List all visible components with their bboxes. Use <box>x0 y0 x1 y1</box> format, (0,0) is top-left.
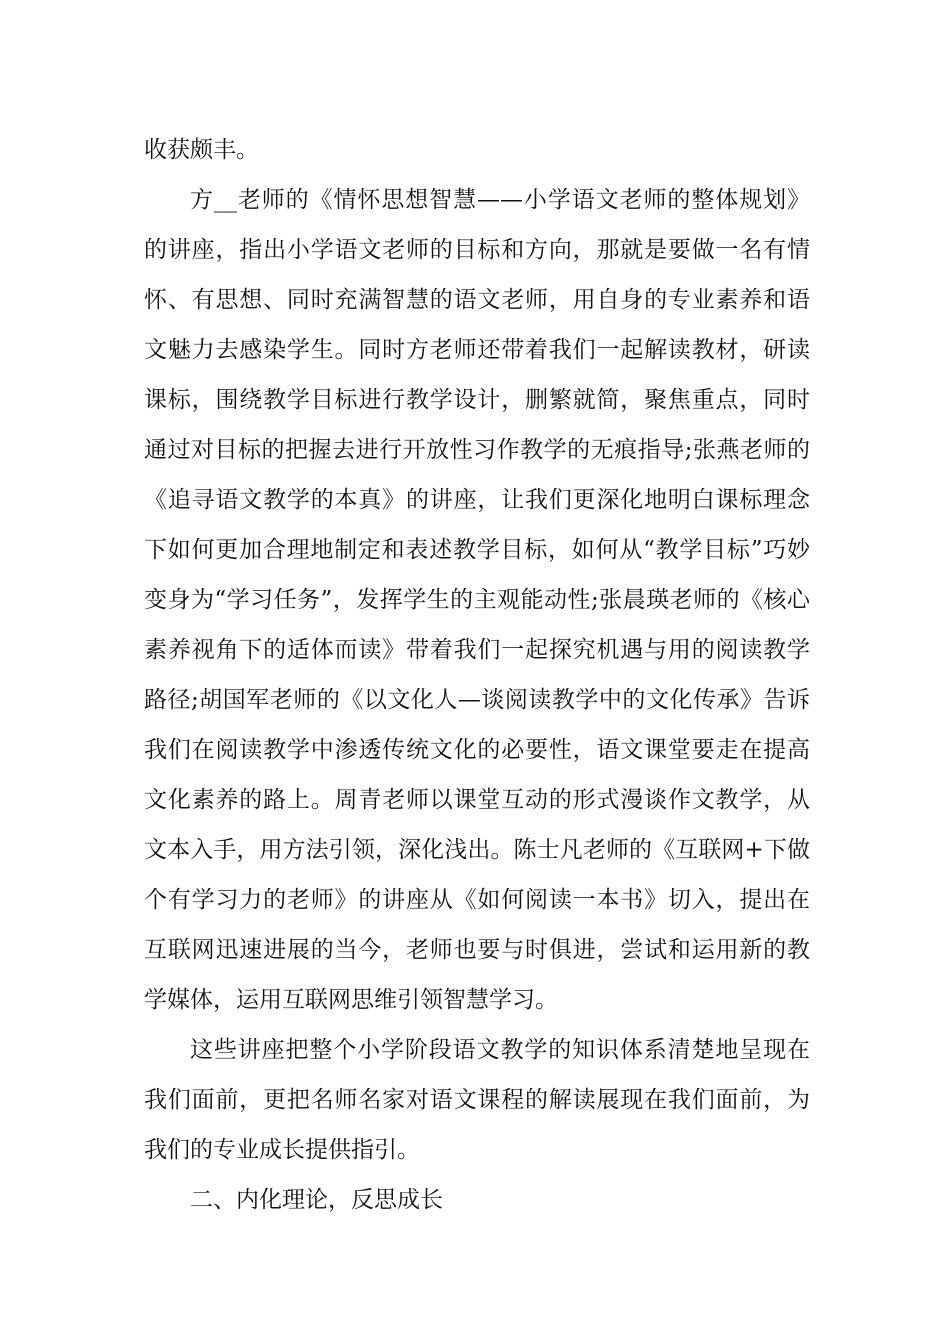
paragraph-continuation: 收获颇丰。 <box>144 137 259 163</box>
paragraph-summary: 这些讲座把整个小学阶段语文教学的知识体系清楚地呈现在我们面前，更把名师名家对语文课程的解读展现在我们面前，为我们的专业成长提供指引。 <box>144 1037 810 1163</box>
section-heading: 二、内化理论，反思成长 <box>190 1187 443 1213</box>
document-body <box>144 125 810 1225</box>
paragraph-lectures: 方__老师的《情怀思想智慧——小学语文老师的整体规划》的讲座，指出小学语文老师的目标和方向，那就是要做一名有情怀、有思想、同时充满智慧的语文老师，用自身的专业素养和语文魅力去感染学生。同时方老师还带着我们一起解读教材，研读课标，围绕教学目标进行教学设计，删繁就简，聚焦重点，同时通过对目标的把握去进行开放性习作教学的无痕指导;张燕老师的《追寻语文教学的本真》的讲座，让我们更深化地明白课标理念下如何更加合理地制定和表述教学目标，如何从“教学目标”巧妙变身为“学习任务”，发挥学生的主观能动性;张晨瑛老师的《核心素养视角下的适体而读》带着我们一起探究机遇与用的阅读教学路径;胡国军老师的《以文化人—谈阅读教学中的文化传承》告诉我们在阅读教学中渗透传统文化的必要性，语文课堂要走在提高文化素养的路上。周青老师以课堂互动的形式漫谈作文教学，从文本入手，用方法引领，深化浅出。陈士凡老师的《互联网+下做个有学习力的老师》的讲座从《如何阅读一本书》切入，提出在互联网迅速进展的当今，老师也要与时俱进，尝试和运用新的教学媒体，运用互联网思维引领智慧学习。 <box>144 187 810 1013</box>
